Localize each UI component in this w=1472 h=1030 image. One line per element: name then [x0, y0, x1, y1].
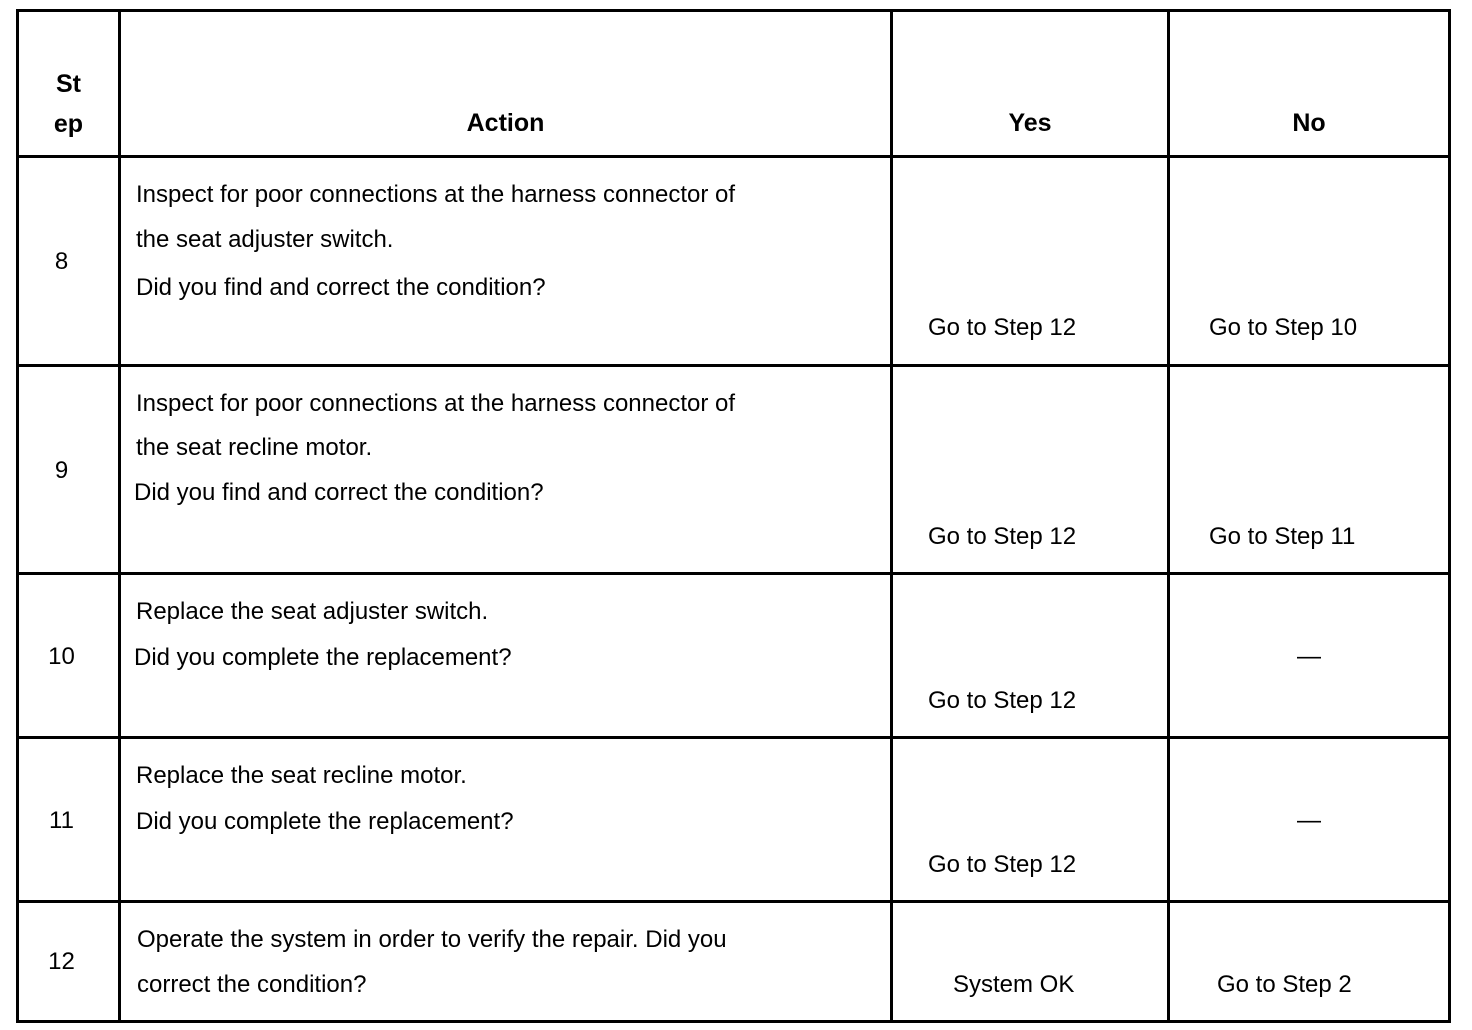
- header-step-line2: ep: [53, 110, 84, 138]
- header-step: [19, 72, 118, 136]
- table-border-top: [16, 9, 1451, 12]
- column-divider: [1167, 9, 1170, 1023]
- row-divider: [16, 572, 1451, 575]
- action-line: Inspect for poor connections at the harness connector of: [136, 181, 736, 208]
- action-line: Did you find and correct the condition?: [136, 274, 546, 301]
- step-number: 10: [48, 643, 75, 670]
- table-border-left: [16, 9, 19, 1023]
- header-action: Action: [466, 109, 545, 137]
- table-border-right: [1448, 9, 1451, 1023]
- header-no: No: [1292, 109, 1326, 137]
- action-line: Did you find and correct the condition?: [134, 479, 544, 506]
- action-line: Inspect for poor connections at the harness connector of: [136, 390, 736, 417]
- no-result: Go to Step 11: [1209, 523, 1356, 550]
- step-number: 8: [54, 248, 69, 275]
- yes-result: Go to Step 12: [928, 523, 1077, 550]
- no-result: —: [1297, 643, 1321, 670]
- action-line: the seat adjuster switch.: [136, 226, 394, 253]
- action-line: Operate the system in order to verify the repair. Did you: [137, 926, 727, 953]
- action-line: Replace the seat recline motor.: [136, 762, 467, 789]
- row-divider: [16, 736, 1451, 739]
- column-divider: [118, 9, 121, 1023]
- action-line: Did you complete the replacement?: [136, 808, 514, 835]
- no-result: Go to Step 10: [1209, 314, 1358, 341]
- action-line: Replace the seat adjuster switch.: [136, 598, 489, 625]
- table-border-bottom: [16, 1020, 1451, 1023]
- no-result: —: [1297, 807, 1321, 834]
- step-number: 12: [48, 948, 75, 975]
- header-yes: Yes: [1008, 109, 1052, 137]
- column-divider: [890, 9, 893, 1023]
- header-step-line1: St: [56, 70, 81, 98]
- no-result: Go to Step 2: [1217, 971, 1352, 998]
- row-divider: [16, 364, 1451, 367]
- diagnostic-table: [16, 9, 1451, 1021]
- action-line: correct the condition?: [137, 971, 367, 998]
- yes-result: Go to Step 12: [928, 851, 1077, 878]
- yes-result: Go to Step 12: [928, 687, 1077, 714]
- row-divider: [16, 900, 1451, 903]
- action-line: Did you complete the replacement?: [134, 644, 512, 671]
- row-divider: [16, 155, 1451, 158]
- yes-result: Go to Step 12: [928, 314, 1077, 341]
- yes-result: System OK: [953, 971, 1075, 998]
- action-line: the seat recline motor.: [136, 434, 373, 461]
- step-number: 9: [54, 457, 69, 484]
- step-number: 11: [49, 807, 74, 834]
